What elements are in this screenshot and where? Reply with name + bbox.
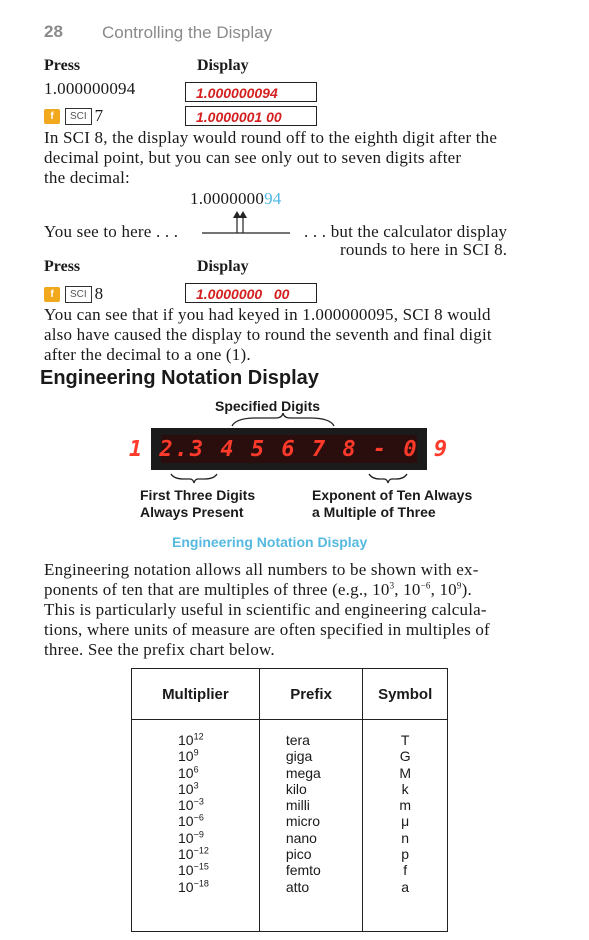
multiplier-cell: $10^{-18}$ xyxy=(178,878,209,895)
prefix-cell: femto xyxy=(285,862,321,879)
symbol-cell: p xyxy=(401,846,410,863)
lcd-display-result: 1.0000000 00 xyxy=(185,283,317,303)
symbol-column xyxy=(363,720,448,932)
display-column-header: Display xyxy=(197,258,249,275)
multiplier-cell: $10^{12}$ xyxy=(178,731,204,748)
annotation-right-1: . . . but the calculator display xyxy=(304,222,508,241)
keystroke-digit: 8 xyxy=(94,284,104,303)
symbol-cell: μ xyxy=(401,813,410,830)
sci-key: SCI xyxy=(65,108,92,125)
multiplier-cell: $10^6$ xyxy=(178,763,199,781)
multiplier-column xyxy=(132,720,260,932)
multiplier-cell: $10^{-3}$ xyxy=(178,796,204,814)
prefix-cell: milli xyxy=(285,797,310,814)
lcd-display-result: 1.000000094 xyxy=(185,82,317,102)
prefix-cell: giga xyxy=(285,748,313,765)
digit-pointer-arrows xyxy=(196,208,296,238)
prefix-cell: pico xyxy=(285,846,312,863)
example-number: 1.000000094 xyxy=(190,189,282,208)
left-brace xyxy=(168,472,220,484)
paragraph-sci8-followup: You can see that if you had keyed in 1.000000095, SCI 8 would also have caused the display to round the seventh and final digit after the decimal to a one (1). xyxy=(44,305,492,364)
symbol-cell: M xyxy=(399,764,411,781)
prefix-table xyxy=(131,668,448,932)
prefix-cell: nano xyxy=(285,829,317,846)
keystroke-sequence xyxy=(44,106,103,126)
symbol-cell: T xyxy=(400,732,410,748)
symbol-cell: m xyxy=(399,797,411,814)
page-number: 28 xyxy=(44,22,63,41)
keystroke-sequence xyxy=(44,284,103,304)
annotation-left: You see to here . . . xyxy=(44,222,179,241)
prefix-cell: tera xyxy=(285,732,310,748)
multiplier-cell: $10^{-9}$ xyxy=(178,829,204,846)
prefix-column xyxy=(259,720,363,932)
display-column-header: Display xyxy=(197,57,249,74)
led-display xyxy=(128,428,450,470)
multiplier-cell: $10^9$ xyxy=(178,747,199,765)
multiplier-cell: $10^{-12}$ xyxy=(178,845,209,863)
multiplier-cell: $10^3$ xyxy=(178,780,199,797)
symbol-cell: k xyxy=(401,780,409,797)
paragraph-engineering-notation: Engineering notation allows all numbers to be shown with ex- ponents of ten that are multiples of three (e.g., $10^3$, $10^{-6}$, $10^9$). This is particularly useful in scientific and engineering calcula- tions, where units of measure are often specified in multiples of three. See the prefix chart below. xyxy=(44,560,490,659)
multiplier-cell: $10^{-6}$ xyxy=(178,812,204,830)
annotation-right-2: rounds to here in SCI 8. xyxy=(340,240,508,259)
f-shift-key: f xyxy=(44,109,60,124)
lcd-display-result: 1.0000001 00 xyxy=(185,106,317,126)
table-header-prefix: Prefix xyxy=(259,669,363,720)
page-header-title: Controlling the Display xyxy=(102,23,273,42)
symbol-cell: G xyxy=(399,748,411,765)
prefix-cell: mega xyxy=(285,764,321,781)
right-brace xyxy=(366,472,410,484)
multiplier-cell: $10^{-15}$ xyxy=(178,861,209,879)
table-header-multiplier: Multiplier xyxy=(132,669,260,720)
section-title: Engineering Notation Display xyxy=(40,367,319,389)
figure-right-label: Exponent of Ten Always a Multiple of Three xyxy=(312,487,473,520)
table-header-symbol: Symbol xyxy=(363,669,448,720)
symbol-cell: a xyxy=(401,878,410,895)
press-value: 1.000000094 xyxy=(44,79,136,98)
prefix-cell: kilo xyxy=(285,780,307,797)
symbol-cell: f xyxy=(403,862,408,879)
f-shift-key: f xyxy=(44,287,60,302)
symbol-cell: n xyxy=(401,829,410,846)
figure-caption: Engineering Notation Display xyxy=(172,534,368,550)
prefix-cell: atto xyxy=(285,878,310,895)
led-display-digits: 1 2.3 4 5 6 7 8 - 0 9 xyxy=(128,436,450,462)
press-column-header: Press xyxy=(44,258,81,275)
figure-top-label: Specified Digits xyxy=(215,398,321,414)
sci-key: SCI xyxy=(65,286,92,303)
prefix-cell: micro xyxy=(285,813,321,830)
keystroke-digit: 7 xyxy=(94,106,104,125)
press-column-header: Press xyxy=(44,57,81,74)
paragraph-sci8-rounding: In SCI 8, the display would round off to the eighth digit after the decimal point, but you can see only out to seven digits after the decimal: xyxy=(44,128,498,187)
figure-left-label: First Three Digits Always Present xyxy=(140,487,256,520)
